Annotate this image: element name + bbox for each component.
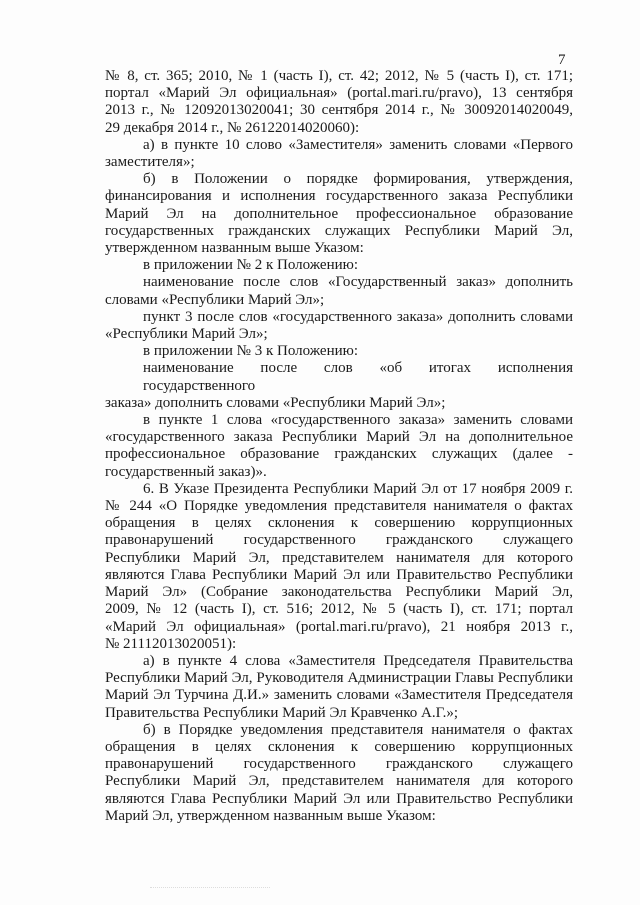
text-line: обращения в целях склонения к совершению коррупционных bbox=[105, 515, 573, 532]
text-line: государственных гражданских служащих Республики Марий Эл, bbox=[105, 222, 573, 239]
text-line: б) в Порядке уведомления представителя нанимателя о фактах bbox=[143, 721, 573, 738]
text-line: 2013 г., № 12092013020041; 30 сентября 2014 г., № 30092014020049, bbox=[105, 102, 573, 119]
text-line: утвержденном названным выше Указом: bbox=[105, 240, 364, 257]
text-line: б) в Положении о порядке формирования, утверждения, bbox=[143, 171, 573, 188]
scan-artifact bbox=[150, 881, 270, 888]
text-line: обращения в целях склонения к совершению коррупционных bbox=[105, 738, 573, 755]
text-line: 2009, № 12 (часть I), ст. 516; 2012, № 5 (часть I), ст. 171; портал bbox=[105, 601, 573, 618]
text-line: а) в пункте 4 слова «Заместителя Председателя Правительства bbox=[143, 652, 573, 669]
text-line: Правительства Республики Марий Эл Кравченко А.Г.»; bbox=[105, 704, 459, 721]
text-line: Марий Эл Турчина Д.И.» заменить словами «Заместителя Председателя bbox=[105, 687, 573, 704]
text-line: заместителя»; bbox=[105, 154, 195, 171]
text-line: в приложении № 3 к Положению: bbox=[143, 343, 359, 360]
text-line: правонарушений государственного гражданского служащего bbox=[105, 756, 573, 773]
text-line: № 8, ст. 365; 2010, № 1 (часть I), ст. 42; 2012, № 5 (часть I), ст. 171; bbox=[105, 68, 573, 84]
text-line: Республики Марий Эл, представителем нанимателя для которого bbox=[105, 549, 573, 566]
text-line: № 21112013020051): bbox=[105, 635, 237, 652]
text-line: в пункте 1 слова «государственного заказа» заменить словами bbox=[143, 412, 573, 429]
text-line: Республики Марий Эл, Руководителя Администрации Главы Республики bbox=[105, 670, 573, 687]
text-line: Марий Эл, утвержденном названным выше Указом: bbox=[105, 807, 436, 824]
text-line: наименование после слов «Государственный заказ» дополнить bbox=[143, 274, 573, 291]
text-line: в приложении № 2 к Положению: bbox=[143, 257, 359, 274]
text-line: «Марий Эл официальная» (portal.mari.ru/pravo), 21 ноября 2013 г., bbox=[105, 618, 573, 635]
text-line: Марий Эл на дополнительное профессиональное образование bbox=[105, 205, 573, 222]
text-line: словами «Республики Марий Эл»; bbox=[105, 291, 325, 308]
text-line: Марий Эл» (Собрание законодательства Республики Марий Эл, bbox=[105, 584, 573, 601]
text-line: портал «Марий Эл официальная» (portal.mari.ru/pravo), 13 сентября bbox=[105, 85, 573, 102]
text-line: «Республики Марий Эл»; bbox=[105, 326, 268, 343]
text-line: финансирования и исполнения государственного заказа Республики bbox=[105, 188, 573, 205]
text-line: 29 декабря 2014 г., № 26122014020060): bbox=[105, 119, 360, 136]
text-line: Республики Марий Эл, представителем нанимателя для которого bbox=[105, 773, 573, 790]
text-line: государственный заказ)». bbox=[105, 463, 267, 480]
text-line: пункт 3 после слов «государственного заказа» дополнить словами bbox=[143, 308, 573, 325]
text-line: «государственного заказа Республики Марий Эл на дополнительное bbox=[105, 429, 573, 446]
text-line: заказа» дополнить словами «Республики Марий Эл»; bbox=[105, 394, 446, 411]
text-line: являются Глава Республики Марий Эл или Правительство Республики bbox=[105, 790, 573, 807]
text-line: а) в пункте 10 слово «Заместителя» заменить словами «Первого bbox=[143, 136, 573, 153]
text-line: профессиональное образование гражданских служащих (далее - bbox=[105, 446, 573, 463]
text-line: правонарушений государственного гражданского служащего bbox=[105, 532, 573, 549]
page-number: 7 bbox=[558, 52, 566, 68]
document-body bbox=[105, 68, 573, 825]
text-line: являются Глава Республики Марий Эл или Правительство Республики bbox=[105, 566, 573, 583]
text-line: наименование после слов «об итогах исполнения государственного bbox=[143, 360, 573, 394]
text-line: № 244 «О Порядке уведомления представителя нанимателя о фактах bbox=[105, 498, 573, 515]
text-line: 6. В Указе Президента Республики Марий Эл от 17 ноября 2009 г. bbox=[143, 480, 573, 497]
